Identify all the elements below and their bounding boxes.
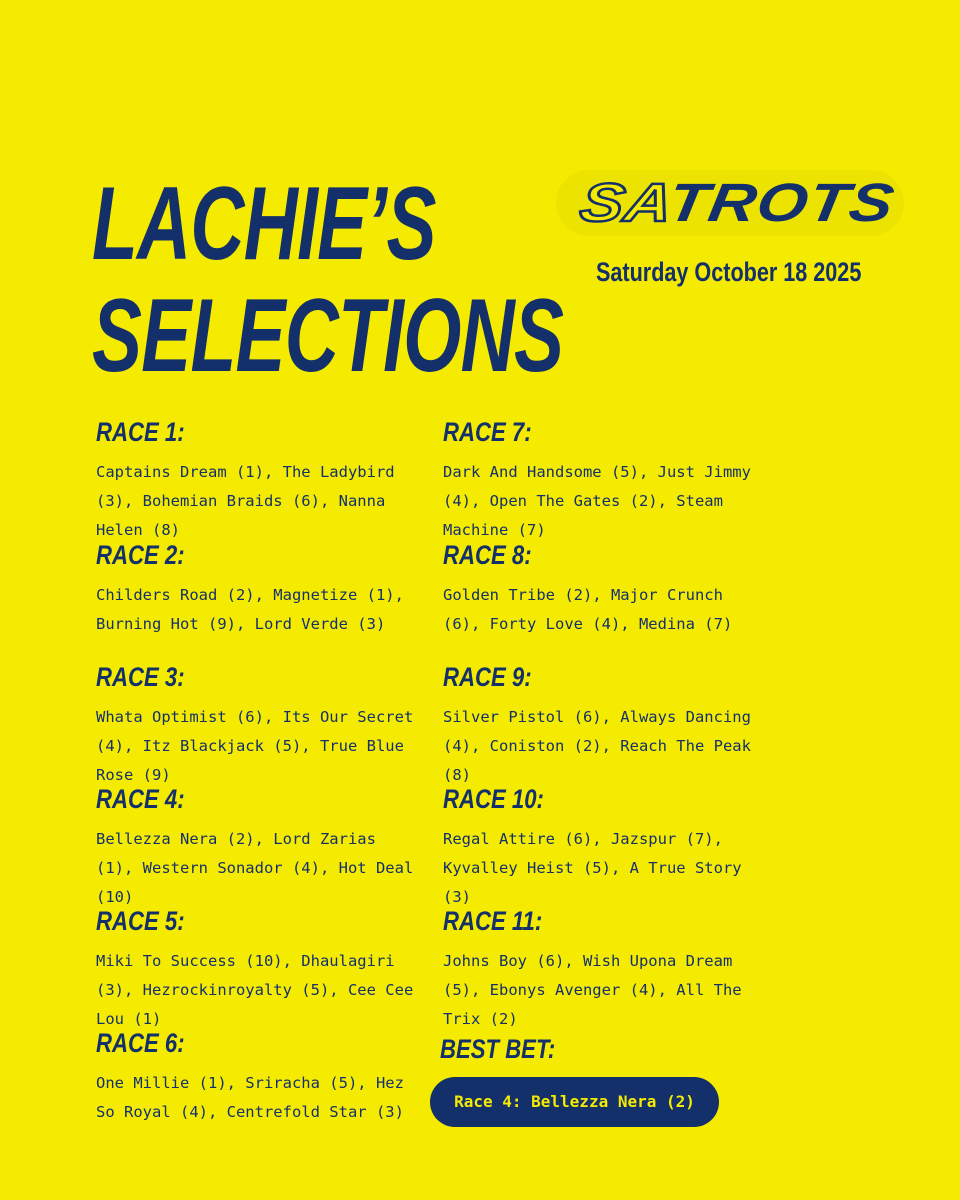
page-title: [92, 168, 563, 392]
race-title: RACE 2:: [96, 540, 185, 570]
race-picks: Dark And Handsome (5), Just Jimmy (4), Open The Gates (2), Steam Machine (7): [443, 463, 751, 539]
race-block-9: [443, 661, 783, 790]
race-picks: Regal Attire (6), Jazspur (7), Kyvalley Heist (5), A True Story (3): [443, 830, 742, 906]
race-title: RACE 3:: [96, 662, 185, 692]
race-block-7: [443, 416, 783, 545]
race-title: RACE 4:: [96, 784, 185, 814]
logo-text: [576, 173, 899, 233]
race-picks: Whata Optimist (6), Its Our Secret (4), Itz Blackjack (5), True Blue Rose (9): [96, 708, 414, 784]
race-block-11: [443, 905, 783, 1034]
race-title: RACE 1:: [96, 417, 185, 447]
best-bet-badge: Race 4: Bellezza Nera (2): [430, 1077, 719, 1127]
race-picks: One Millie (1), Sriracha (5), Hez So Royal (4), Centrefold Star (3): [96, 1074, 404, 1121]
race-title: RACE 8:: [443, 540, 532, 570]
race-block-10: [443, 783, 783, 912]
race-title: RACE 6:: [96, 1028, 185, 1058]
logo-sa: SA: [575, 173, 674, 233]
race-block-2: [96, 539, 436, 639]
race-date: Saturday October 18 2025: [596, 257, 862, 287]
race-picks: Bellezza Nera (2), Lord Zarias (1), Western Sonador (4), Hot Deal (10): [96, 830, 414, 906]
race-block-8: [443, 539, 783, 639]
race-picks: Golden Tribe (2), Major Crunch (6), Forty Love (4), Medina (7): [443, 586, 733, 633]
race-picks: Captains Dream (1), The Ladybird (3), Bohemian Braids (6), Nanna Helen (8): [96, 463, 395, 539]
race-picks: Johns Boy (6), Wish Upona Dream (5), Ebonys Avenger (4), All The Trix (2): [443, 952, 742, 1028]
race-title: RACE 11:: [443, 906, 543, 936]
race-block-6: [96, 1027, 436, 1127]
title-line-1: LACHIE’S: [92, 166, 436, 282]
logo-trots: TROTS: [663, 173, 900, 233]
title-line-2: SELECTIONS: [92, 278, 564, 394]
race-title: RACE 7:: [443, 417, 532, 447]
race-title: RACE 5:: [96, 906, 185, 936]
race-block-4: [96, 783, 436, 912]
race-block-5: [96, 905, 436, 1034]
race-block-3: [96, 661, 436, 790]
race-title: RACE 10:: [443, 784, 544, 814]
race-picks: Miki To Success (10), Dhaulagiri (3), Hezrockinroyalty (5), Cee Cee Lou (1): [96, 952, 414, 1028]
race-title: RACE 9:: [443, 662, 532, 692]
best-bet-title: BEST BET:: [440, 1034, 556, 1064]
race-block-1: [96, 416, 436, 545]
race-picks: Silver Pistol (6), Always Dancing (4), Coniston (2), Reach The Peak (8): [443, 708, 751, 784]
race-picks: Childers Road (2), Magnetize (1), Burning Hot (9), Lord Verde (3): [96, 586, 404, 633]
sa-trots-logo: [556, 170, 904, 236]
